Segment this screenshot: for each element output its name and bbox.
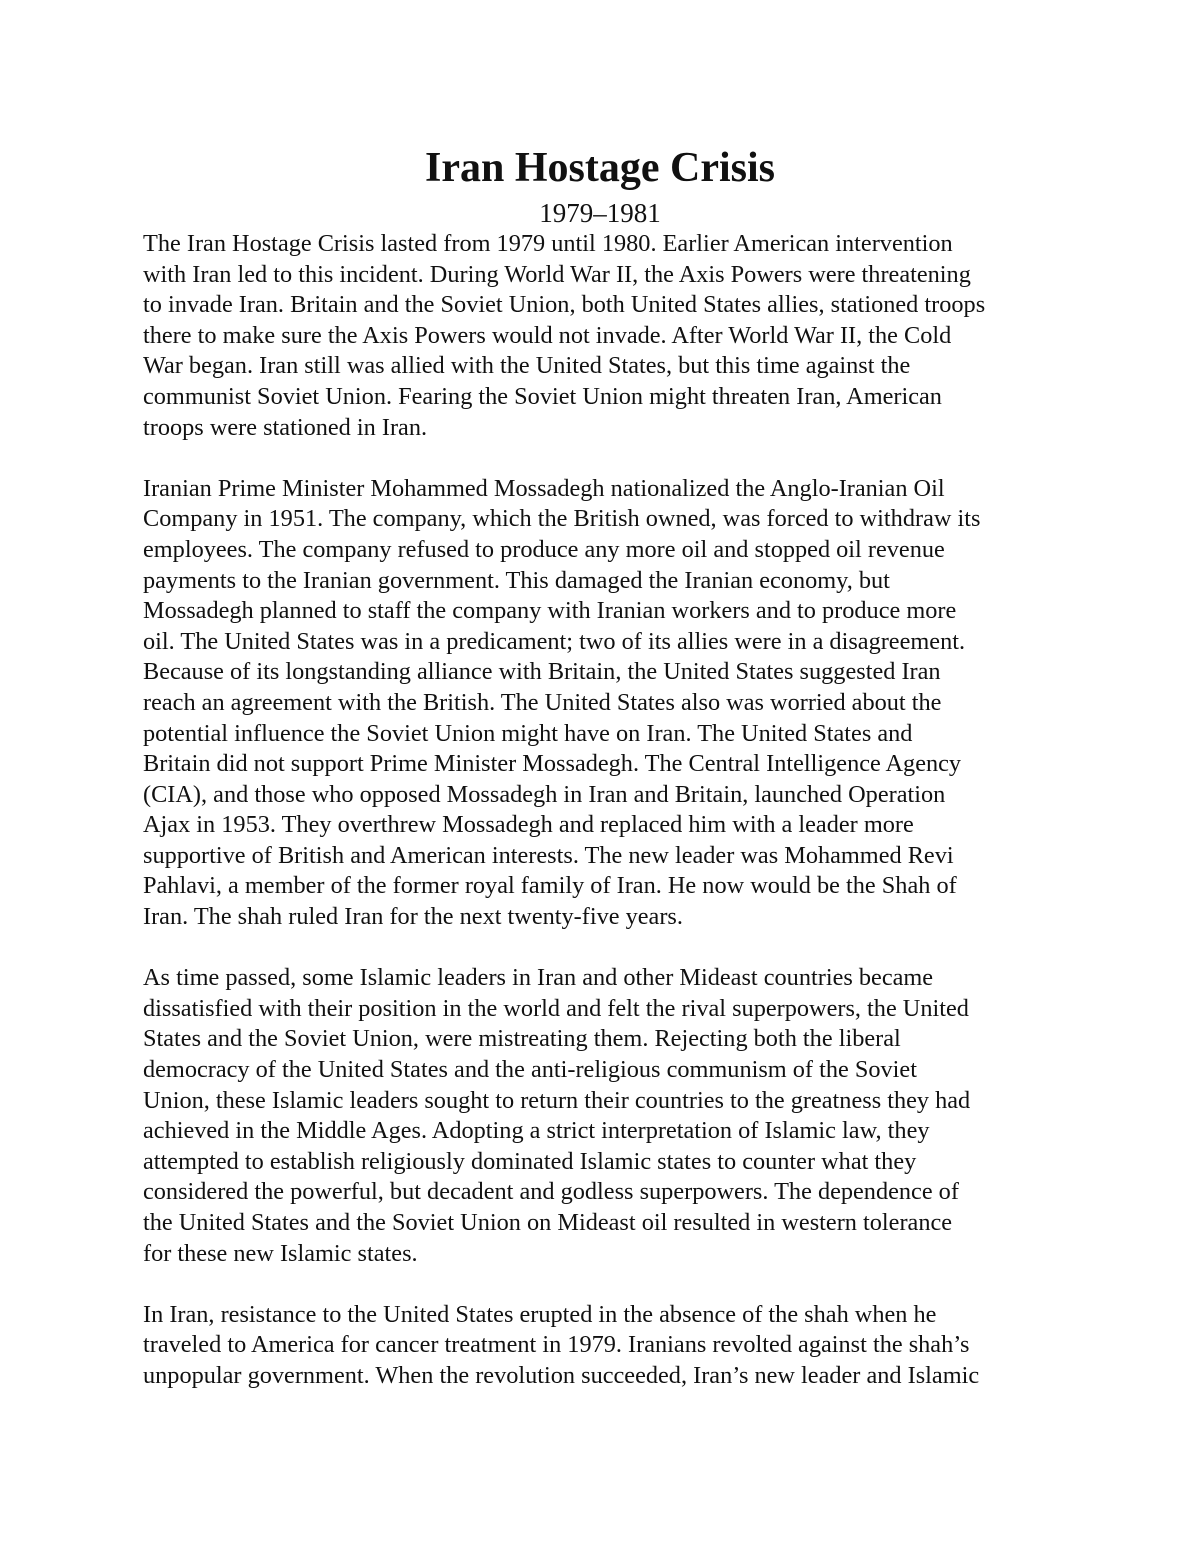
text-line: supportive of British and American interests. The new leader was Mohammed Revi (143, 841, 954, 869)
text-line: troops were stationed in Iran. (143, 413, 428, 441)
document-date-range: 1979–1981 (539, 198, 661, 228)
text-line: Pahlavi, a member of the former royal family of Iran. He now would be the Shah of (143, 872, 957, 900)
text-line: Because of its longstanding alliance with Britain, the United States suggested Iran (143, 658, 941, 686)
paragraph-islamic-leaders (143, 963, 1063, 1269)
text-line: employees. The company refused to produce any more oil and stopped oil revenue (143, 535, 945, 563)
paragraph-revolution (143, 1300, 1063, 1392)
text-line: achieved in the Middle Ages. Adopting a strict interpretation of Islamic law, they (143, 1117, 930, 1145)
text-line: Mossadegh planned to staff the company with Iranian workers and to produce more (143, 597, 957, 625)
text-line: potential influence the Soviet Union might have on Iran. The United States and (143, 719, 913, 747)
document-body (143, 229, 1063, 1422)
text-line: dissatisfied with their position in the world and felt the rival superpowers, the United (143, 994, 969, 1022)
text-line: the United States and the Soviet Union on Mideast oil resulted in western tolerance (143, 1209, 953, 1236)
text-line: Britain did not support Prime Minister Mossadegh. The Central Intelligence Agency (143, 750, 962, 778)
text-line: (CIA), and those who opposed Mossadegh in Iran and Britain, launched Operation (143, 780, 946, 808)
text-line: Union, these Islamic leaders sought to return their countries to the greatness they had (143, 1086, 971, 1114)
text-line: payments to the Iranian government. This damaged the Iranian economy, but (143, 566, 890, 594)
text-line: As time passed, some Islamic leaders in Iran and other Mideast countries became (143, 964, 934, 992)
text-line: Company in 1951. The company, which the British owned, was forced to withdraw its (143, 505, 981, 533)
text-line: oil. The United States was in a predicament; two of its allies were in a disagreement. (143, 627, 966, 655)
paragraph-wwii-background (143, 229, 1063, 443)
text-line: unpopular government. When the revolution succeeded, Iran’s new leader and Islamic (143, 1361, 980, 1389)
text-line: Iranian Prime Minister Mohammed Mossadegh nationalized the Anglo-Iranian Oil (143, 474, 945, 502)
text-line: reach an agreement with the British. The United States also was worried about the (143, 688, 942, 716)
text-line: communist Soviet Union. Fearing the Soviet Union might threaten Iran, American (143, 382, 942, 410)
text-line: traveled to America for cancer treatment in 1979. Iranians revolted against the shah’s (143, 1331, 970, 1359)
document-title: Iran Hostage Crisis (425, 145, 775, 191)
text-line: there to make sure the Axis Powers would not invade. After World War II, the Cold (143, 321, 952, 349)
text-line: War began. Iran still was allied with the United States, but this time against the (143, 352, 911, 380)
text-line: democracy of the United States and the anti-religious communism of the Soviet (143, 1056, 917, 1084)
text-line: for these new Islamic states. (143, 1239, 418, 1267)
text-line: considered the powerful, but decadent and godless superpowers. The dependence of (143, 1178, 959, 1206)
text-line: Iran. The shah ruled Iran for the next twenty-five years. (143, 903, 683, 931)
text-line: In Iran, resistance to the United States erupted in the absence of the shah when he (143, 1300, 937, 1328)
text-line: The Iran Hostage Crisis lasted from 1979 until 1980. Earlier American intervention (143, 230, 953, 257)
text-line: to invade Iran. Britain and the Soviet Union, both United States allies, stationed troops (143, 291, 986, 319)
paragraph-mossadegh (143, 474, 1063, 933)
text-line: attempted to establish religiously dominated Islamic states to counter what they (143, 1147, 917, 1175)
text-line: with Iran led to this incident. During World War II, the Axis Powers were threatening (143, 260, 971, 288)
text-line: States and the Soviet Union, were mistreating them. Rejecting both the liberal (143, 1025, 901, 1053)
text-line: Ajax in 1953. They overthrew Mossadegh and replaced him with a leader more (143, 811, 914, 839)
